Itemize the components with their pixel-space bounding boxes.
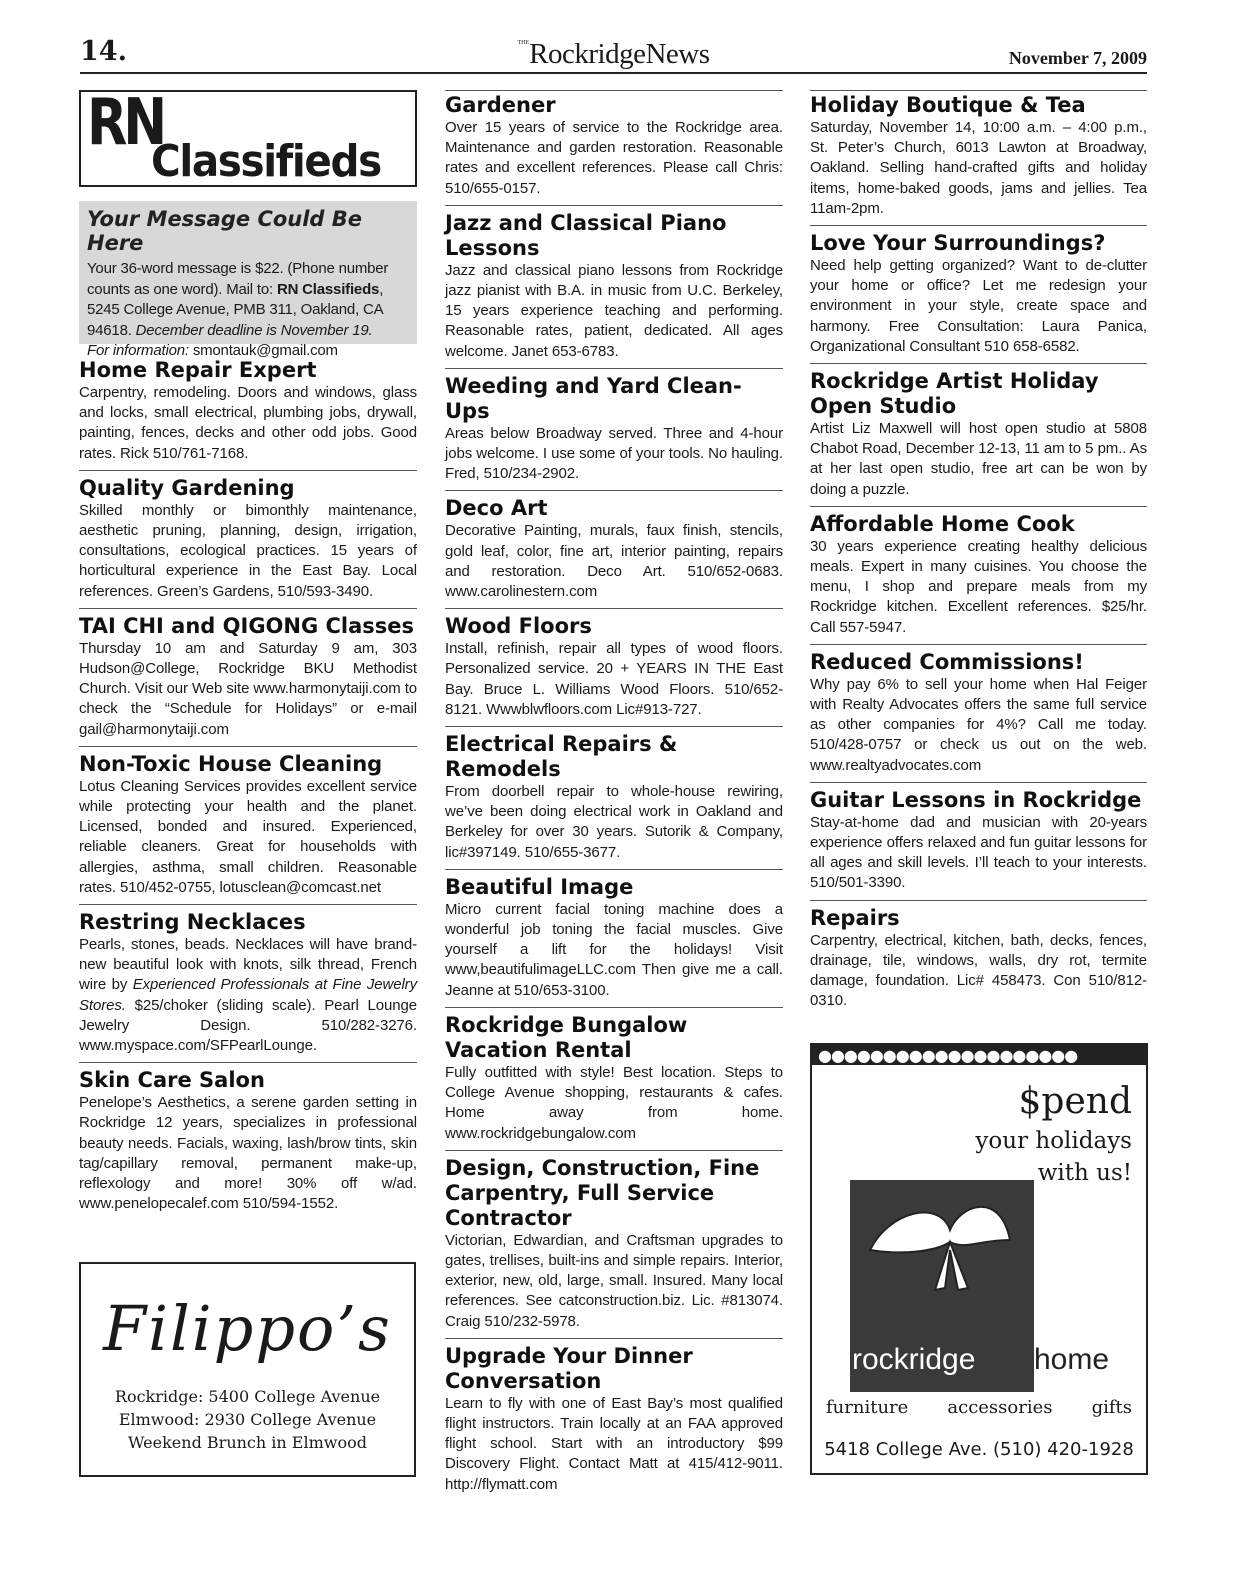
classifieds-logo — [79, 90, 417, 187]
ad-body: From doorbell repair to whole-house rewiring, we’ve been doing electrical work in Oakland and Berkeley for over 30 years. Sutorik & Company, lic#397149. 510/655-3677. — [445, 783, 783, 861]
ad-categories — [826, 1397, 1132, 1418]
ad-title: Rockridge Artist Holiday Open Studio — [810, 369, 1099, 419]
promo-box — [79, 201, 417, 359]
classified-ad — [445, 1013, 783, 1151]
ad-body: Learn to fly with one of East Bay’s most qualified flight instructors. Train locally at an FAA approved flight school. Start with an introductory $99 Discovery Flight. Contact Matt at 415/412-9011. http://flymatt.com — [445, 1394, 783, 1493]
ad-body: Over 15 years of service to the Rockridge area. Maintenance and garden restoration. Reasonable rates and excellent references. Please call Chris: 510/655-0157. — [445, 119, 783, 197]
classified-ad — [810, 231, 1147, 364]
ad-body: Carpentry, remodeling. Doors and windows, glass and locks, small electrical, plumbing jobs, drywall, painting, fences, decks and other odd jobs. Good rates. Rick 510/761-7168. — [79, 384, 417, 462]
classified-ad — [79, 910, 417, 1063]
classified-ad — [810, 90, 1147, 226]
ad-title: Non-Toxic House Cleaning — [79, 751, 383, 776]
issue-date: November 7, 2009 — [1008, 48, 1147, 68]
ad-title: Deco Art — [445, 496, 548, 521]
classified-ad — [810, 650, 1147, 783]
ad-body: Saturday, November 14, 10:00 a.m. – 4:00 p.m., St. Peter’s Church, 6013 Lawton at Broadway, Oakland. Selling hand-crafted gifts and holiday items, home-baked goods, jams and jellies. Tea 11am-2pm. — [810, 119, 1147, 217]
masthead-title: RockridgeNews — [529, 38, 710, 70]
ad-body: Artist Liz Maxwell will host open studio at 5808 Chabot Road, December 12-13, 11 am to 5 pm.. As at her last open studio, free art can be won by doing a puzzle. — [810, 420, 1147, 498]
ad-body: Lotus Cleaning Services provides excellent service while protecting your health and the planet. Licensed, bonded and insured. Experienced, reliable cleaners. Great for households with allergies, asthma, small children. Reasonable rates. 510/452-0755, lotusclean@comcast.net — [79, 777, 417, 896]
ad-title: Skin Care Salon — [79, 1068, 265, 1093]
filippos-logo: Filippo’s — [103, 1292, 392, 1365]
brand-rockridge: rockridge — [852, 1343, 976, 1376]
ad-title: Electrical Repairs & Remodels — [445, 732, 678, 782]
masthead-the: THE — [517, 40, 530, 46]
classified-ad — [810, 512, 1147, 645]
ad-title: Holiday Boutique & Tea — [810, 93, 1086, 117]
classified-ad — [79, 476, 417, 609]
ad-body — [79, 935, 417, 1056]
store-address: 5418 College Ave. (510) 420-1928 — [824, 1439, 1134, 1460]
classified-ad — [445, 1344, 783, 1501]
ad-body: 30 years experience creating healthy delicious meals. Expert in many cuisines. You choose the menu, I shop and prepare meals from my Rockridge kitchen. Excellent references. $25/hr. Call 557-5947. — [810, 537, 1147, 636]
ad-body: Stay-at-home dad and musician with 20-years experience offers relaxed and fun guitar lessons for all ages and skill levels. I’ll teach to your interests. 510/501-3390. — [810, 813, 1147, 892]
promo-title: Your Message Could Be Here — [87, 207, 363, 255]
column-2 — [445, 90, 783, 1506]
scallop-border — [812, 1045, 1146, 1065]
ad-title: Home Repair Expert — [79, 358, 317, 382]
ad-title: Restring Necklaces — [79, 910, 306, 935]
ad-body: Install, refinish, repair all types of wood floors. Personalized service. 20 + YEARS IN THE East Bay. Bruce L. Williams Wood Floors. 510/652-8121. Wwwblwfloors.com Lic#913-727. — [445, 640, 783, 718]
ad-body: Micro current facial toning machine does a wonderful job toning the facial muscles. Give yourself a lift for the holidays! Visit www,beautifulimageLLC.com Then give me a call. Jeanne at 510/653-3100. — [445, 900, 783, 999]
rockridge-home-ad — [810, 1043, 1148, 1475]
ad-body: Why pay 6% to sell your home when Hal Feiger with Realty Advocates offers the same full service as other companies for 4%? Call me today. 510/428-0757 or check us out on the web. www.realtyadvocates.com — [810, 675, 1147, 774]
logo-rn: RN — [87, 90, 164, 160]
classified-ad — [445, 1156, 783, 1339]
ad-body-text: $25/choker (sliding scale). Pearl Lounge Jewelry Design. 510/282-3276. www.myspace.com/SFPearlLounge. — [79, 996, 417, 1055]
ad-body: Areas below Broadway served. Three and 4-hour jobs welcome. I use some of your tools. No hauling. Fred, 510/234-2902. — [445, 424, 783, 483]
ad-title: Love Your Surroundings? — [810, 231, 1106, 256]
ad-title: Gardener — [445, 93, 556, 117]
classified-ad — [79, 614, 417, 747]
promo-info-label: For information: — [87, 342, 193, 359]
ad-body: Penelope’s Aesthetics, a serene garden setting in Rockridge 12 years, specializes in professional beauty needs. Facials, waxing, lash/brow tints, skin tag/capillary removal, permanent make-up, reflexology and more! 30% off w/ad. www.penelopecalef.com 510/594-1552. — [79, 1094, 417, 1213]
ad-body: Thursday 10 am and Saturday 9 am, 303 Hudson@College, Rockridge BKU Methodist Church. Visit our Web site www.harmonytaiji.com to check the “Schedule for Holidays” or e-mail gail@harmonytaiji.com — [79, 639, 417, 738]
ad-title: Rockridge Bungalow Vacation Rental — [445, 1012, 688, 1062]
classified-ad — [445, 90, 783, 206]
ad-headline: $pend — [1018, 1081, 1132, 1122]
classified-ad — [79, 358, 417, 471]
ad-title: Quality Gardening — [79, 475, 295, 500]
page-header — [80, 36, 1147, 74]
masthead — [80, 38, 1147, 71]
ad-body: Victorian, Edwardian, and Craftsman upgrades to gates, trellises, built-ins and simple repairs. Interior, exterior, new, old, large, small. Insured. Many local references. See catconstruction.biz. Lic. #813074. Craig 510/232-5978. — [445, 1231, 783, 1330]
page-number: 14. — [80, 36, 127, 67]
category-label: gifts — [1091, 1397, 1132, 1418]
filippos-brunch: Weekend Brunch in Elmwood — [128, 1433, 367, 1452]
ad-body: Jazz and classical piano lessons from Rockridge jazz pianist with B.A. in music from U.C. Berkeley, 15 years experience teaching and performing. Reasonable rates, patient, dedicated. All ages welcome. Janet 653-6783. — [445, 261, 783, 360]
classified-ad — [810, 906, 1147, 1018]
ad-body-text: Pearls, stones, beads. Necklaces will have brand-new beautiful look with knots, silk thread, French wire by — [79, 936, 417, 994]
classified-ad — [445, 732, 783, 870]
logo-classifieds: Classifieds — [151, 136, 381, 187]
ad-title: Weeding and Yard Clean-Ups — [445, 373, 742, 423]
column-3 — [810, 90, 1147, 1023]
ad-title: Repairs — [810, 905, 900, 930]
promo-bold: RN Classifieds — [276, 280, 380, 298]
classified-ad — [79, 752, 417, 905]
ad-title: Affordable Home Cook — [810, 511, 1075, 536]
classified-ad — [445, 211, 783, 369]
ad-body: Need help getting organized? Want to de-clutter your home or office? Let me redesign your environment in your style, create space and harmony. Free Consultation: Laura Panica, Organizational Consultant 510 658-6582. — [810, 257, 1147, 355]
promo-address: , 5245 College Avenue, PMB 311, Oakland, CA 94618. — [87, 280, 384, 339]
promo-email: smontauk@gmail.com — [192, 342, 338, 359]
ad-title: Upgrade Your Dinner Conversation — [445, 1343, 693, 1393]
ad-body-italic: Experienced Professionals at Fine Jewelry Stores. — [79, 976, 417, 1014]
ad-body: Skilled monthly or bimonthly maintenance, aesthetic pruning, planning, design, irrigation, consultations, ecological practices. 15 years of horticultural experience in the East Bay. Local references. Green’s Gardens, 510/593-3490. — [79, 501, 417, 600]
filippos-location: Elmwood: 2930 College Avenue — [118, 1410, 377, 1429]
ad-title: TAI CHI and QIGONG Classes — [79, 613, 415, 638]
classified-ad — [445, 875, 783, 1008]
ad-title: Jazz and Classical Piano Lessons — [445, 210, 727, 260]
tagline-line: your holidays — [975, 1128, 1132, 1154]
brand-home: home — [1034, 1343, 1110, 1376]
classified-ad — [810, 369, 1147, 507]
category-label: furniture — [826, 1397, 909, 1418]
category-label: accessories — [947, 1397, 1053, 1418]
classified-ad — [79, 1068, 417, 1220]
filippos-location: Rockridge: 5400 College Avenue — [114, 1387, 381, 1406]
ad-body: Carpentry, electrical, kitchen, bath, decks, fences, drainage, tile, windows, walls, dry rot, termite damage, foundation. Lic# 458473. Con 510/812-0310. — [810, 931, 1147, 1010]
classified-ad — [810, 788, 1147, 901]
ad-body: Fully outfitted with style! Best location. Steps to College Avenue shopping, restaurants & cafes. Home away from home. www.rockridgebungalow.com — [445, 1063, 783, 1142]
scallop-dots: ●●●●●●●●●●●●●●●●●●●● — [818, 1046, 1078, 1065]
promo-deadline: December deadline is November 19. — [135, 321, 373, 339]
ad-title: Wood Floors — [445, 614, 592, 639]
classified-ad — [445, 614, 783, 727]
ad-title: Beautiful Image — [445, 874, 634, 899]
classified-ad — [445, 496, 783, 609]
ad-body: Decorative Painting, murals, faux finish, stencils, gold leaf, color, fine art, interior painting, repairs and restoration. Deco Art. 510/652-0683. www.carolinestern.com — [445, 522, 783, 601]
tagline-line: with us! — [1037, 1160, 1132, 1186]
column-1 — [79, 90, 417, 1226]
ad-title: Guitar Lessons in Rockridge — [810, 787, 1142, 812]
ad-title: Reduced Commissions! — [810, 649, 1084, 674]
classified-ad — [445, 374, 783, 492]
promo-text: Your 36-word message is $22. (Phone number counts as one word). Mail to: — [87, 260, 389, 298]
ad-title: Design, Construction, Fine Carpentry, Full Service Contractor — [445, 1155, 760, 1230]
filippos-ad — [79, 1262, 416, 1477]
